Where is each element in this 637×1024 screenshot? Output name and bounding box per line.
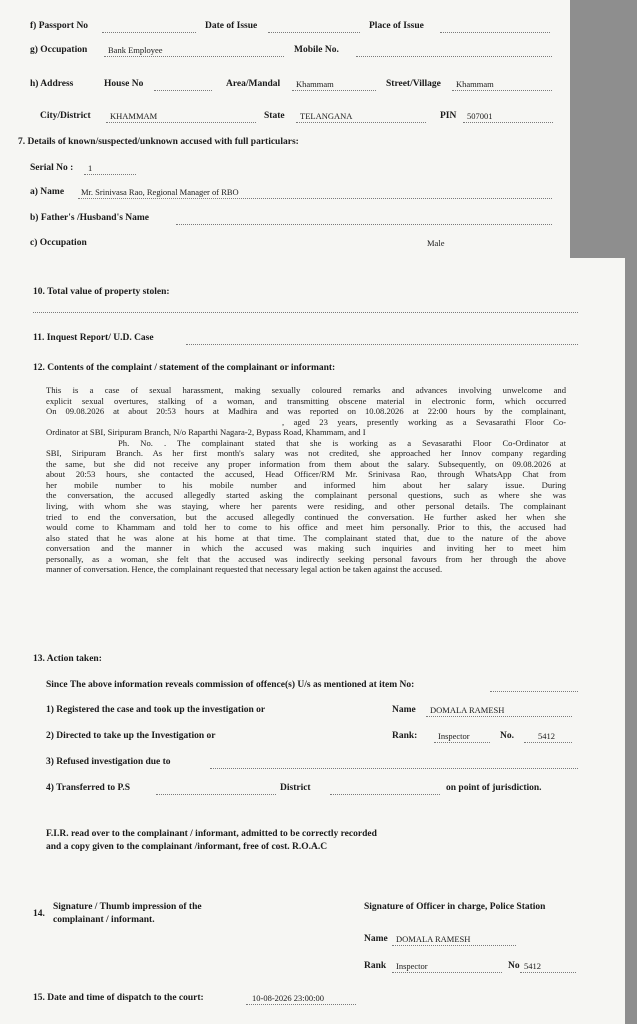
- complaint-line: explicit sexual overtures, stalking of a woman, and transmitting obscene material in electronic form, which occurred: [46, 395, 566, 406]
- complaint-line: On 09.08.2026 at about 20:53 hours at Madhira and was reported on 10.08.2026 at 22:00 hours by the complainant,: [46, 406, 566, 417]
- item-11-blank: [186, 344, 578, 345]
- refused-blank: [210, 768, 578, 769]
- mobile-blank: [356, 56, 552, 57]
- officer-name-label: Name: [364, 934, 388, 944]
- fir-read-over-line1: F.I.R. read over to the complainant / informant, admitted to be correctly recorded: [46, 829, 377, 839]
- date-of-issue-blank: [268, 32, 360, 33]
- item-12-heading: 12. Contents of the complaint / statement of the complainant or informant:: [33, 363, 336, 373]
- action-no-label: No.: [500, 731, 514, 741]
- action-rank-label: Rank:: [392, 731, 418, 741]
- accused-occupation-label: c) Occupation: [30, 238, 87, 248]
- action-rank-blank: [434, 742, 490, 743]
- fir-read-over-line2: and a copy given to the complainant /informant, free of cost. R.O.A.C: [46, 842, 328, 852]
- form-sheet-lower: [0, 258, 625, 1024]
- complainant-signature-line1: Signature / Thumb impression of the: [53, 902, 202, 912]
- state-label: State: [264, 111, 285, 121]
- item-11-label: 11. Inquest Report/ U.D. Case: [33, 333, 154, 343]
- complaint-line: tried to end the conversation, but the accused allegedly continued the conversation. He further asked her when she: [46, 511, 566, 522]
- passport-label: f) Passport No: [30, 21, 89, 31]
- complaint-line: would come to Khammam and told her to come to his office and meet him personally. Prior to this, the accused had: [46, 522, 566, 533]
- action-name-label: Name: [392, 705, 416, 715]
- jurisdiction-label: on point of jurisdiction.: [446, 783, 542, 793]
- dispatch-datetime-blank: [246, 1004, 356, 1005]
- since-blank: [490, 691, 578, 692]
- complaint-line: SBI, Siripuram Branch. As her first month's salary was not credited, she approached her Innov company regarding: [46, 448, 566, 459]
- action-rank-value: Inspector: [438, 731, 470, 741]
- city-district-label: City/District: [40, 111, 91, 121]
- complaint-line: her mobile number to his mobile number and informed him about her salary issue. During: [46, 479, 566, 490]
- complaint-line: manner of conversation. Hence, the complainant requested that necessary legal action be taken against the accused.: [46, 564, 443, 575]
- action-no-blank: [524, 742, 572, 743]
- complaint-line: also stated that he was alone at his home at that time. The complainant stated that, due to the nature of the above: [46, 532, 566, 543]
- house-no-label: House No: [104, 79, 144, 89]
- city-district-value: KHAMMAM: [110, 111, 158, 121]
- registered-label: 1) Registered the case and took up the investigation or: [46, 705, 266, 715]
- officer-signature-label: Signature of Officer in charge, Police Station: [364, 902, 546, 912]
- serial-no-blank: [84, 174, 136, 175]
- complainant-signature-line2: complainant / informant.: [53, 915, 155, 925]
- area-mandal-blank: [292, 90, 376, 91]
- place-of-issue-label: Place of Issue: [369, 21, 424, 31]
- state-value: TELANGANA: [300, 111, 353, 121]
- street-village-value: Khammam: [456, 79, 494, 89]
- district-label: District: [280, 783, 311, 793]
- mobile-label: Mobile No.: [294, 45, 339, 55]
- complaint-line: Ordinator at SBI, Siripuram Branch, N/o Raparthi Nagara-2, Bypass Road, Khammam, and I: [46, 427, 366, 438]
- refused-label: 3) Refused investigation due to: [46, 757, 171, 767]
- transferred-label: 4) Transferred to P.S: [46, 783, 131, 793]
- dispatch-datetime-value: 10-08-2026 23:00:00: [252, 993, 325, 1003]
- officer-no-blank: [520, 972, 576, 973]
- state-blank: [296, 122, 426, 123]
- item-10-blank: [33, 312, 578, 313]
- officer-name-blank: [392, 945, 516, 946]
- complaint-line: , aged 23 years, presently working as a Sevasarathi Floor Co-: [282, 416, 566, 427]
- street-village-blank: [452, 90, 552, 91]
- complaint-statement-text: [46, 385, 566, 575]
- officer-no-value: 5412: [524, 961, 541, 971]
- serial-no-value: 1: [88, 163, 93, 173]
- officer-name-value: DOMALA RAMESH: [396, 934, 471, 944]
- accused-gender-value: Male: [427, 238, 445, 248]
- father-husband-blank: [176, 224, 552, 225]
- officer-rank-value: Inspector: [396, 961, 428, 971]
- complaint-line: Ph. No. . The complainant stated that she is working as a Sevasarathi Floor Co-Ordinator at: [118, 437, 566, 448]
- officer-no-label: No: [508, 961, 520, 971]
- occupation-blank: [104, 56, 284, 57]
- complaint-line: personally, as a woman, she felt that the accused was indirectly seeking personal favours from her through the above: [46, 553, 566, 564]
- action-name-value: DOMALA RAMESH: [430, 705, 505, 715]
- complaint-line: conversation and the manner in which the accused was making such inquiries and inviting her to meet him: [46, 543, 566, 554]
- complaint-line: This is a case of sexual harassment, making sexually coloured remarks and advances involving unwelcome and: [46, 385, 566, 395]
- pin-blank: [463, 122, 553, 123]
- occupation-value: Bank Employee: [108, 45, 163, 55]
- city-district-blank: [106, 122, 256, 123]
- house-no-blank: [154, 90, 212, 91]
- form-sheet-upper: [0, 0, 570, 258]
- complaint-line: the same, but she did not receive any proper information from them about the salary. Subsequently, on 09.08.2026 at: [46, 458, 566, 469]
- pin-label: PIN: [440, 111, 457, 121]
- place-of-issue-blank: [440, 32, 550, 33]
- action-name-blank: [426, 716, 572, 717]
- complaint-line: the conversation, the accused allegedly started asking the complainant personal questions, such as where she was: [46, 490, 566, 501]
- accused-name-blank: [78, 198, 552, 199]
- item-13-heading: 13. Action taken:: [33, 654, 102, 664]
- transferred-ps-blank: [156, 794, 276, 795]
- item-14-number: 14.: [33, 909, 45, 919]
- occupation-label: g) Occupation: [30, 45, 88, 55]
- date-of-issue-label: Date of Issue: [205, 21, 258, 31]
- item-15-label: 15. Date and time of dispatch to the court:: [33, 993, 204, 1003]
- complaint-line: living, with whom she was staying, where her parents were residing, and other personal details. The complainant: [46, 501, 566, 512]
- district-blank: [330, 794, 440, 795]
- address-label: h) Address: [30, 79, 74, 89]
- complaint-line: about 20:53 hours, she contacted the accused, Head Officer/RM Mr. Srinivasa Rao, through WhatsApp Chat from: [46, 469, 566, 480]
- action-no-value: 5412: [538, 731, 555, 741]
- item-7-heading: 7. Details of known/suspected/unknown accused with full particulars:: [18, 137, 299, 147]
- accused-name-label: a) Name: [30, 187, 65, 197]
- serial-no-label: Serial No :: [30, 163, 74, 173]
- item-10-label: 10. Total value of property stolen:: [33, 287, 170, 297]
- father-husband-label: b) Father's /Husband's Name: [30, 213, 150, 223]
- directed-label: 2) Directed to take up the Investigation or: [46, 731, 216, 741]
- accused-name-value: Mr. Srinivasa Rao, Regional Manager of RBO: [81, 187, 239, 197]
- area-mandal-value: Khammam: [296, 79, 334, 89]
- officer-rank-label: Rank: [364, 961, 387, 971]
- officer-rank-blank: [392, 972, 502, 973]
- passport-blank: [102, 32, 196, 33]
- street-village-label: Street/Village: [386, 79, 441, 89]
- area-mandal-label: Area/Mandal: [226, 79, 281, 89]
- pin-value: 507001: [467, 111, 493, 121]
- since-text: Since The above information reveals commission of offence(s) U/s as mentioned at item No:: [46, 680, 415, 690]
